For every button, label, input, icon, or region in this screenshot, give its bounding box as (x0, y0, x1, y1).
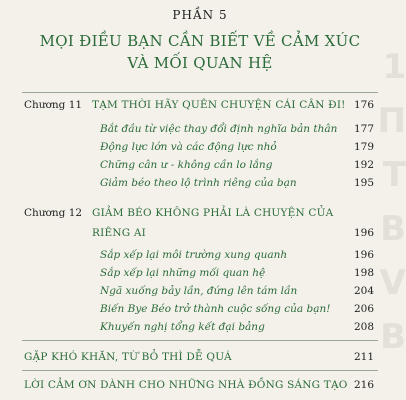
background-watermark: 1 Π T B V B (377, 47, 406, 357)
toc-section: Giảm béo theo lộ trình riêng của bạn (100, 177, 297, 189)
end-entry-title: LỜI CẢM ƠN DÀNH CHO NHỮNG NHÀ ĐỒNG SÁNG TẠO (24, 379, 348, 391)
part-title-line2: VÀ MỐI QUAN HỆ (127, 54, 273, 72)
chapter-12-number: Chương 12 (24, 207, 83, 219)
divider-rule (22, 92, 378, 93)
divider-rule (22, 340, 378, 341)
toc-section: Sắp xếp lại những mối quan hệ (100, 267, 266, 279)
chapter-12-page: 196 (353, 227, 374, 239)
toc-section: Bắt đầu từ việc thay đổi định nghĩa bản thân (100, 123, 338, 135)
chapter-11-page: 176 (353, 99, 374, 111)
part-title (0, 30, 400, 74)
toc-section-page: 196 (353, 249, 374, 261)
chapter-12-title-line2: RIÊNG AI (92, 227, 146, 239)
toc-section-page: 192 (353, 159, 374, 171)
toc-section-page: 204 (353, 285, 374, 297)
chapter-12-title-line1: GIẢM BÉO KHÔNG PHẢI LÀ CHUYỆN CỦA (92, 207, 334, 219)
end-entry-title: GẶP KHÓ KHĂN, TỪ BỎ THÌ DỄ QUÁ (24, 351, 232, 363)
chapter-11-title: TẠM THỜI HÃY QUÊN CHUYỆN CÁI CÂN ĐI! (92, 99, 346, 111)
end-entry-page: 211 (353, 351, 374, 363)
toc-section-page: 198 (353, 267, 374, 279)
part-title-line1: MỌI ĐIỀU BẠN CẦN BIẾT VỀ CẢM XÚC (39, 32, 361, 50)
toc-section: Biến Bye Béo trở thành cuộc sống của bạn! (100, 303, 331, 315)
toc-section-page: 206 (353, 303, 374, 315)
toc-section: Chững cân ư - không cần lo lắng (100, 159, 273, 171)
end-entry-page: 216 (353, 379, 374, 391)
toc-section-page: 177 (353, 123, 374, 135)
divider-rule (22, 370, 378, 371)
toc-section: Sắp xếp lại môi trường xung quanh (100, 249, 288, 261)
toc-section-page: 208 (353, 321, 374, 333)
toc-section: Động lực lớn và các động lực nhỏ (100, 141, 277, 153)
toc-section-page: 179 (353, 141, 374, 153)
toc-section-page: 195 (353, 177, 374, 189)
part-label: PHẦN 5 (172, 8, 228, 22)
chapter-11-number: Chương 11 (24, 99, 83, 111)
toc-section: Khuyến nghị tổng kết đại bảng (100, 321, 265, 333)
toc-section: Ngã xuống bảy lần, đứng lên tám lần (100, 285, 298, 297)
